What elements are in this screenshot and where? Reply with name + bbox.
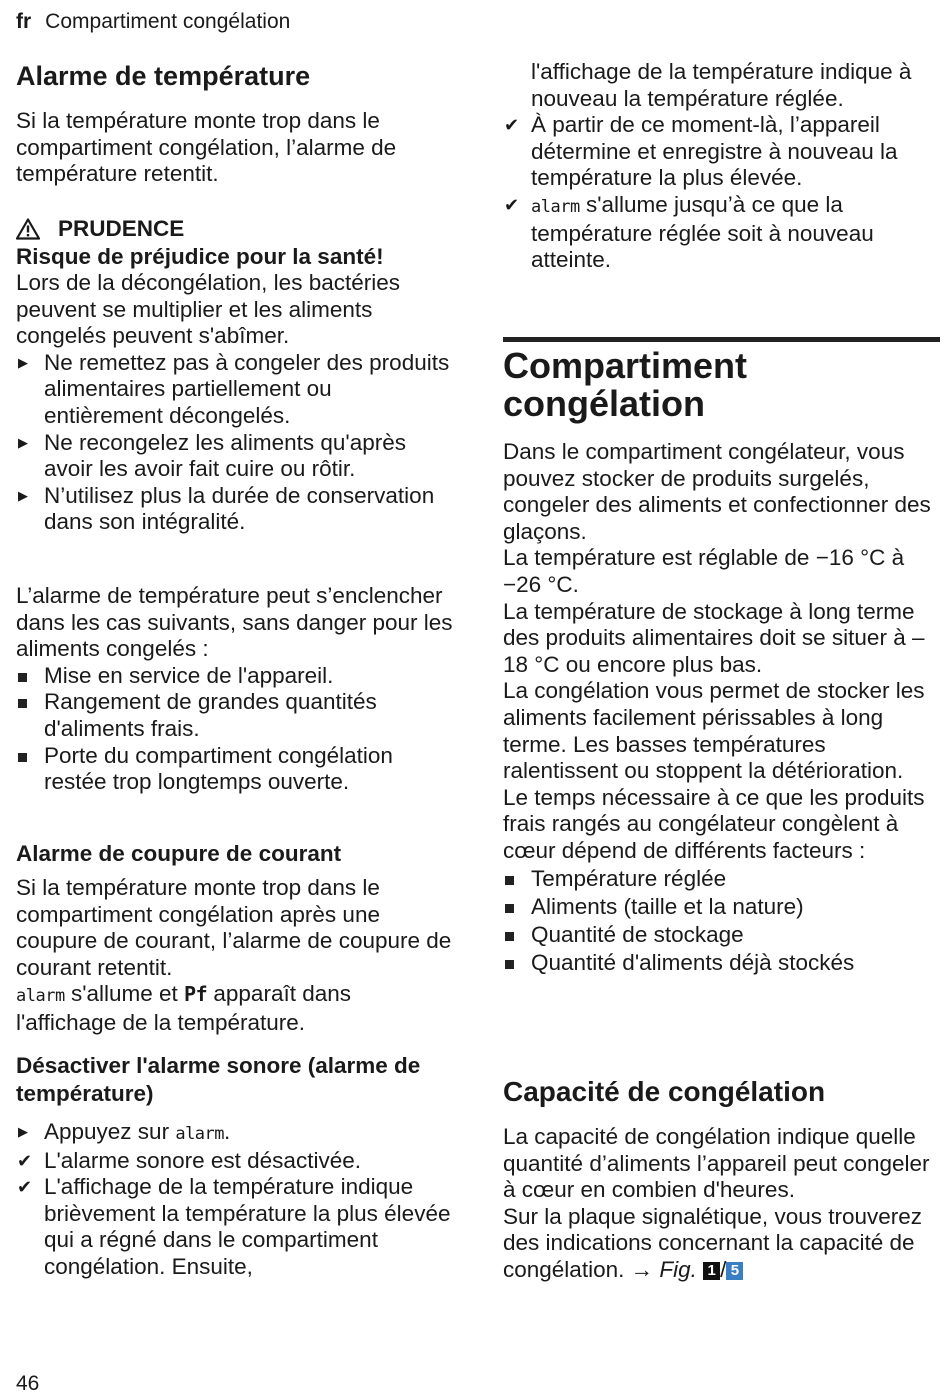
- paragraph-freezer: Dans le compartiment congélateur, vous pouvez stocker de produits surgelés, congeler des aliments et confectionner des glaçons. La température est réglable de −16 °C à −26 °C. La température de stockage à long terme des produits alimentaires doit se situer à –18 °C ou encore plus bas. La congélation vous permet de stocker les aliments facilement périssables à long terme. Les basses températures ralentissent ou stoppent la détérioration. Le temps nécessaire à ce que les produits frais rangés au congélateur congèlent à cœur dépend de différents facteurs : Température réglée Aliments (taille et la nature) Quantité de stockage Quantité d'aliments déjà stockés: [503, 439, 943, 977]
- warning-triangle-icon: [16, 218, 40, 240]
- paragraph-power-failure-display: alarm s'allume et Pf apparaît dans l'affichage de la température.: [16, 981, 351, 1035]
- alarm-key-label: alarm: [175, 1124, 225, 1144]
- paragraph-rating-plate: Sur la plaque signalétique, vous trouverez des indications concernant la capacité de congélation. → Fig. 1 / 5: [503, 1203, 923, 1282]
- square-bullet-icon: [18, 753, 27, 762]
- heading-deactivate-alarm: Désactiver l'alarme sonore (alarme de température): [16, 1053, 421, 1106]
- pf-display-symbol: Pf: [184, 982, 208, 1007]
- section-divider: [503, 337, 940, 342]
- square-bullet-icon: [18, 699, 27, 708]
- result-item-continued: l'affichage de la température indique à nouveau la température réglée.: [531, 59, 912, 111]
- list-item: ▶ N’utilisez plus la durée de conservation dans son intégralité.: [18, 482, 435, 535]
- paragraph-freezing: La congélation vous permet de stocker les aliments facilement périssables à long terme. Les basses températures ralentissent ou stoppent la détérioration.: [503, 678, 925, 784]
- list-item: Quantité d'aliments déjà stockés: [503, 949, 943, 977]
- caution-subtitle: Risque de préjudice pour la santé!: [16, 244, 384, 269]
- triangle-bullet-icon: ▶: [18, 354, 28, 370]
- list-item: Aliments (taille et la nature): [503, 893, 943, 921]
- header-section-title: Compartiment congélation: [45, 10, 291, 33]
- square-bullet-icon: [505, 932, 514, 941]
- caution-text: Lors de la décongélation, les bactéries peuvent se multiplier et les aliments congelés peuvent s'abîmer.: [16, 270, 400, 349]
- checkmark-icon: ✔: [504, 115, 520, 136]
- square-bullet-icon: [505, 960, 514, 969]
- heading-freezing-capacity: Capacité de congélation: [503, 1076, 826, 1107]
- paragraph-power-failure: Si la température monte trop dans le compartiment congélation après une coupure de courant, l’alarme de coupure de courant retentit. alarm s'allume et Pf apparaît dans l'affichage de la température.: [16, 875, 456, 1037]
- paragraph-storage-temp: La température de stockage à long terme des produits alimentaires doit se situer à –18 °C ou encore plus bas.: [503, 598, 925, 677]
- paragraph-temperature-alarm: Si la température monte trop dans le compartiment congélation, l’alarme de température retentit.: [16, 108, 397, 187]
- paragraph-cases: L’alarme de température peut s’enclencher dans les cas suivants, sans danger pour les aliments congelés : Mise en service de l'appareil. Rangement de grandes quantités d'aliments frais. Porte du compartiment congélation restée trop longtemps ouverte.: [16, 583, 456, 796]
- factors-list: [503, 865, 943, 977]
- caution-title: PRUDENCE: [16, 215, 456, 243]
- list-item: ▶ Ne remettez pas à congeler des produits alimentaires partiellement ou entièrement décongelés.: [18, 349, 450, 428]
- arrow-right-icon: →: [630, 1256, 654, 1282]
- checkmark-icon: ✔: [17, 1150, 33, 1171]
- heading-temperature-alarm: Alarme de température: [16, 61, 311, 91]
- result-item: ✔ L'affichage de la température indique brièvement la température la plus élevée qui a régné dans le compartiment congélation. Ensuite,: [17, 1174, 451, 1279]
- result-item: ✔ alarm s'allume jusqu’à ce que la température réglée soit à nouveau atteinte.: [504, 191, 874, 273]
- figure-reference: Fig.: [659, 1256, 697, 1282]
- deactivate-steps: [16, 1119, 456, 1281]
- paragraph-freezing-time: Le temps nécessaire à ce que les produits frais rangés au congélateur congèlent à cœur dépend de différents facteurs :: [503, 784, 925, 863]
- triangle-bullet-icon: ▶: [18, 1124, 28, 1139]
- alarm-key-label: alarm: [531, 196, 580, 217]
- caution-list: [16, 350, 456, 536]
- checkmark-icon: ✔: [17, 1177, 33, 1198]
- cases-list: [16, 663, 456, 796]
- square-bullet-icon: [505, 876, 514, 885]
- paragraph-temp-range: La température est réglable de −16 °C à −26 °C.: [503, 545, 905, 597]
- list-item: Porte du compartiment congélation restée trop longtemps ouverte.: [16, 743, 456, 796]
- continued-result: [503, 59, 943, 274]
- square-bullet-icon: [18, 673, 27, 682]
- alarm-key-label: alarm: [16, 986, 65, 1007]
- page-number: 46: [16, 1372, 40, 1395]
- result-item: ✔ À partir de ce moment-là, l’appareil détermine et enregistre à nouveau la température la plus élevée.: [504, 112, 898, 191]
- square-bullet-icon: [505, 904, 514, 913]
- list-item: Température réglée: [503, 865, 943, 893]
- list-item: ▶ Ne recongelez les aliments qu'après avoir les avoir fait cuire ou rôtir.: [18, 429, 406, 482]
- step-item: ▶ Appuyez sur alarm.: [18, 1119, 231, 1144]
- figure-number-badge: 1: [703, 1262, 720, 1280]
- result-item: ✔ L'alarme sonore est désactivée.: [17, 1147, 361, 1173]
- language-code: fr: [16, 10, 32, 33]
- checkmark-icon: ✔: [504, 194, 520, 215]
- caution-block: [16, 215, 456, 536]
- triangle-bullet-icon: ▶: [18, 487, 28, 503]
- list-item: Rangement de grandes quantités d'aliments frais.: [16, 689, 456, 742]
- list-item: Mise en service de l'appareil.: [16, 663, 456, 690]
- paragraph-capacity: La capacité de congélation indique quelle quantité d’aliments l’appareil peut congeler à cœur en combien d'heures. Sur la plaque signalétique, vous trouverez des indications concernant la capacité de congélation. → Fig. 1 / 5: [503, 1124, 943, 1284]
- heading-power-failure-alarm: Alarme de coupure de courant: [16, 841, 342, 866]
- heading-freezer-compartment: Compartiment congélation: [503, 345, 748, 424]
- running-header: [16, 9, 290, 35]
- triangle-bullet-icon: ▶: [18, 434, 28, 450]
- figure-number-badge: 5: [726, 1262, 743, 1280]
- list-item: Quantité de stockage: [503, 921, 943, 949]
